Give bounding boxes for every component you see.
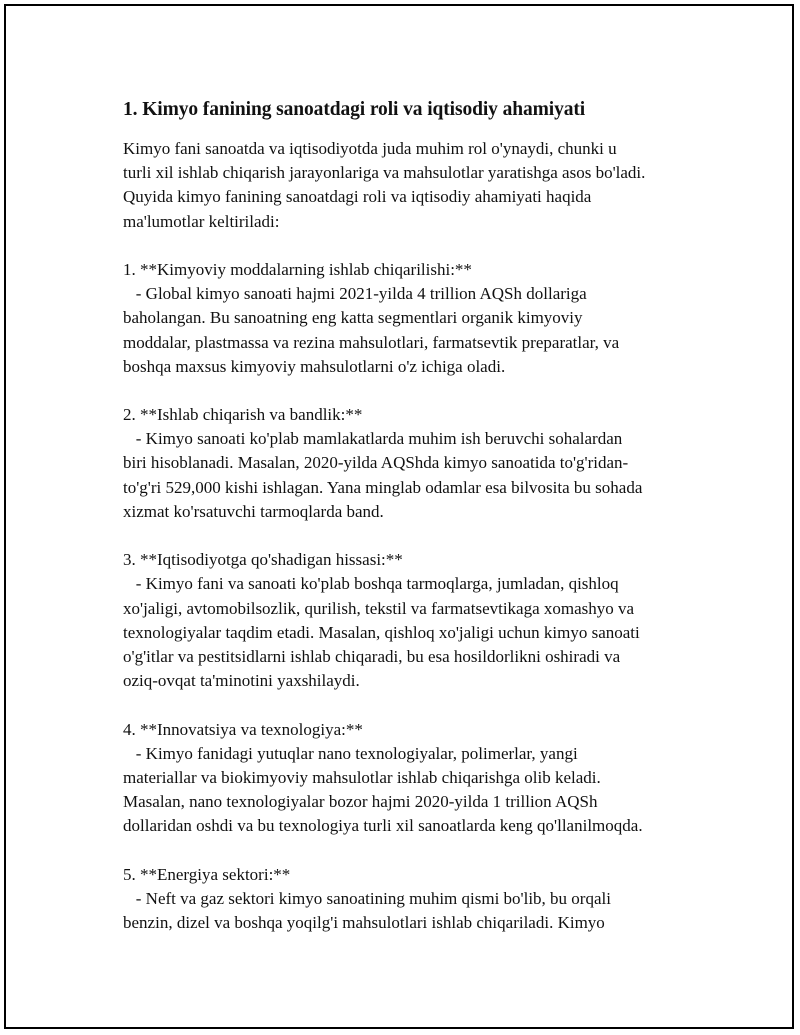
- text-line: Quyida kimyo fanining sanoatdagi roli va iqtisodiy ahamiyati haqida: [123, 187, 592, 207]
- text-line: benzin, dizel va boshqa yoqilg'i mahsulotlari ishlab chiqariladi. Kimyo: [123, 913, 605, 932]
- section-heading-5: 5. **Energiya sektori:**: [123, 864, 291, 884]
- section-heading-4: 4. **Innovatsiya va texnologiya:**: [123, 719, 363, 739]
- text-line: materiallar va biokimyoviy mahsulotlar ishlab chiqarishga olib keladi.: [123, 767, 601, 787]
- section-heading-3: 3. **Iqtisodiyotga qo'shadigan hissasi:**: [123, 550, 403, 570]
- text-line: xizmat ko'rsatuvchi tarmoqlarda band.: [123, 501, 384, 521]
- text-line: biri hisoblanadi. Masalan, 2020-yilda AQShda kimyo sanoatida to'g'ridan-: [123, 453, 629, 473]
- text-line: moddalar, plastmassa va rezina mahsulotlari, farmatsevtik preparatlar, va: [123, 332, 620, 352]
- text-line: ma'lumotlar keltiriladi:: [123, 211, 280, 231]
- text-line: - Kimyo fani va sanoati ko'plab boshqa tarmoqlarga, jumladan, qishloq: [123, 574, 619, 594]
- text-line: boshqa maxsus kimyoviy mahsulotlarni o'z ichiga oladi.: [123, 356, 506, 376]
- blank-line: [123, 693, 703, 717]
- text-line: o'g'itlar va pestitsidlarni ishlab chiqaradi, bu esa hosildorlikni oshiradi va: [123, 646, 621, 666]
- text-line: Kimyo fani sanoatda va iqtisodiyotda juda muhim rol o'ynaydi, chunki u: [123, 139, 617, 158]
- text-line: turli xil ishlab chiqarish jarayonlariga va mahsulotlar yaratishga asos bo'ladi.: [123, 163, 646, 183]
- blank-line: [123, 234, 703, 258]
- text-line: - Kimyo fanidagi yutuqlar nano texnologiyalar, polimerlar, yangi: [123, 743, 578, 763]
- section-heading-2: 2. **Ishlab chiqarish va bandlik:**: [123, 405, 363, 425]
- document-content: [123, 98, 703, 935]
- text-line: - Kimyo sanoati ko'plab mamlakatlarda muhim ish beruvchi sohalardan: [123, 429, 623, 449]
- text-line: texnologiyalar taqdim etadi. Masalan, qishloq xo'jaligi uchun kimyo sanoati: [123, 622, 640, 642]
- text-line: dollaridan oshdi va bu texnologiya turli xil sanoatlarda keng qo'llanilmoqda.: [123, 816, 643, 836]
- section-heading-1: 1. **Kimyoviy moddalarning ishlab chiqarilishi:**: [123, 259, 472, 279]
- text-line: to'g'ri 529,000 kishi ishlagan. Yana minglab odamlar esa bilvosita bu sohada: [123, 477, 643, 497]
- text-line: - Global kimyo sanoati hajmi 2021-yilda 4 trillion AQSh dollariga: [123, 284, 587, 304]
- document-body: [123, 137, 703, 935]
- blank-line: [123, 838, 703, 862]
- text-line: xo'jaligi, avtomobilsozlik, qurilish, tekstil va farmatsevtikaga xomashyo va: [123, 598, 635, 618]
- blank-line: [123, 524, 703, 548]
- document-title: 1. Kimyo fanining sanoatdagi roli va iqtisodiy ahamiyati: [123, 99, 586, 120]
- text-line: oziq-ovqat ta'minotini yaxshilaydi.: [123, 671, 360, 691]
- text-line: baholangan. Bu sanoatning eng katta segmentlari organik kimyoviy: [123, 308, 583, 328]
- text-line: Masalan, nano texnologiyalar bozor hajmi 2020-yilda 1 trillion AQSh: [123, 792, 598, 812]
- page-frame: [4, 4, 794, 1029]
- text-line: - Neft va gaz sektori kimyo sanoatining muhim qismi bo'lib, bu orqali: [123, 888, 611, 908]
- blank-line: [123, 379, 703, 403]
